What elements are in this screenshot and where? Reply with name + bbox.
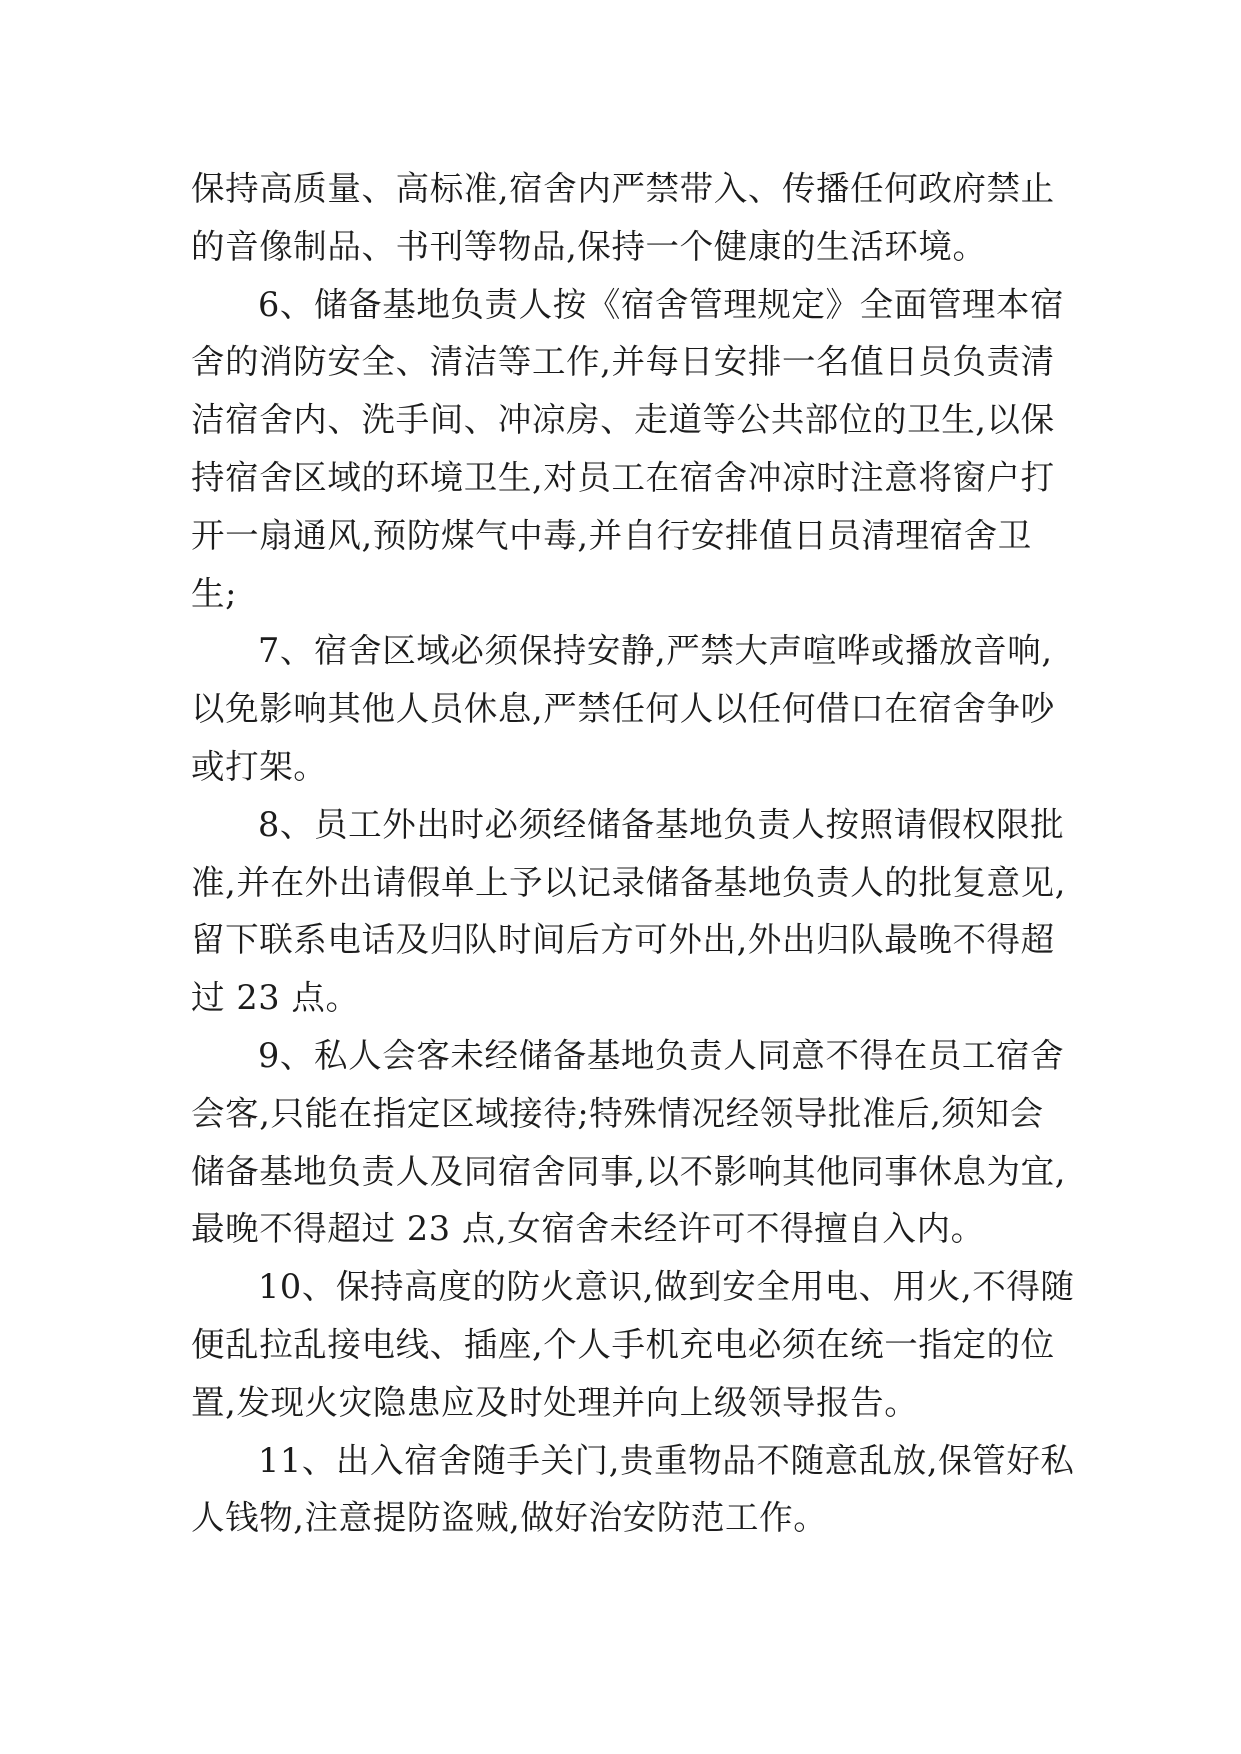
text-line: 最晚不得超过 23 点,女宿舍未经许可不得擅自入内。 [191,1209,985,1249]
text-line: 准,并在外出请假单上予以记录储备基地负责人的批复意见, [191,862,1066,902]
text-line: 10、保持高度的防火意识,做到安全用电、用火,不得随 [258,1267,1075,1307]
paragraph-item-10 [191,1258,1075,1431]
text-line: 持宿舍区域的环境卫生,对员工在宿舍冲凉时注意将窗户打 [191,457,1055,497]
text-line: 以免影响其他人员休息,严禁任何人以任何借口在宿舍争吵 [191,689,1055,729]
text-line: 11、出入宿舍随手关门,贵重物品不随意乱放,保管好私 [258,1440,1075,1480]
text-line: 留下联系电话及归队时间后方可外出,外出归队最晚不得超 [191,920,1055,960]
text-line: 8、员工外出时必须经储备基地负责人按照请假权限批 [258,804,1065,844]
text-line: 保持高质量、高标准,宿舍内严禁带入、传播任何政府禁止 [191,169,1055,208]
text-line: 洁宿舍内、洗手间、冲凉房、走道等公共部位的卫生,以保 [191,400,1055,440]
text-line: 6、储备基地负责人按《宿舍管理规定》全面管理本宿 [258,284,1065,324]
paragraph-item-11 [191,1432,1075,1548]
paragraph-item-6 [191,276,1065,623]
text-line: 便乱拉乱接电线、插座,个人手机充电必须在统一指定的位 [191,1324,1055,1364]
text-line: 会客,只能在指定区域接待;特殊情况经领导批准后,须知会 [191,1093,1044,1133]
text-line: 过 23 点。 [191,978,360,1018]
paragraph-item-8 [191,796,1066,1027]
paragraph-continuation [191,160,1061,276]
text-line: 储备基地负责人及同宿舍同事,以不影响其他同事休息为宜, [191,1151,1066,1191]
text-line: 开一扇通风,预防煤气中毒,并自行安排值日员清理宿舍卫 [191,515,1032,555]
text-line: 7、宿舍区域必须保持安静,严禁大声喧哗或播放音响, [258,631,1053,671]
paragraph-item-7 [191,622,1061,795]
text-line: 人钱物,注意提防盗贼,做好治安防范工作。 [191,1498,828,1538]
text-line: 9、私人会客未经储备基地负责人同意不得在员工宿舍 [258,1035,1065,1075]
document-body [191,160,1075,1547]
text-line: 置,发现火灾隐患应及时处理并向上级领导报告。 [191,1382,919,1422]
text-line: 的音像制品、书刊等物品,保持一个健康的生活环境。 [191,226,987,266]
text-line: 生; [191,573,237,613]
text-line: 或打架。 [191,746,328,786]
paragraph-item-9 [191,1027,1066,1258]
text-line: 舍的消防安全、清洁等工作,并每日安排一名值日员负责清 [191,342,1055,382]
